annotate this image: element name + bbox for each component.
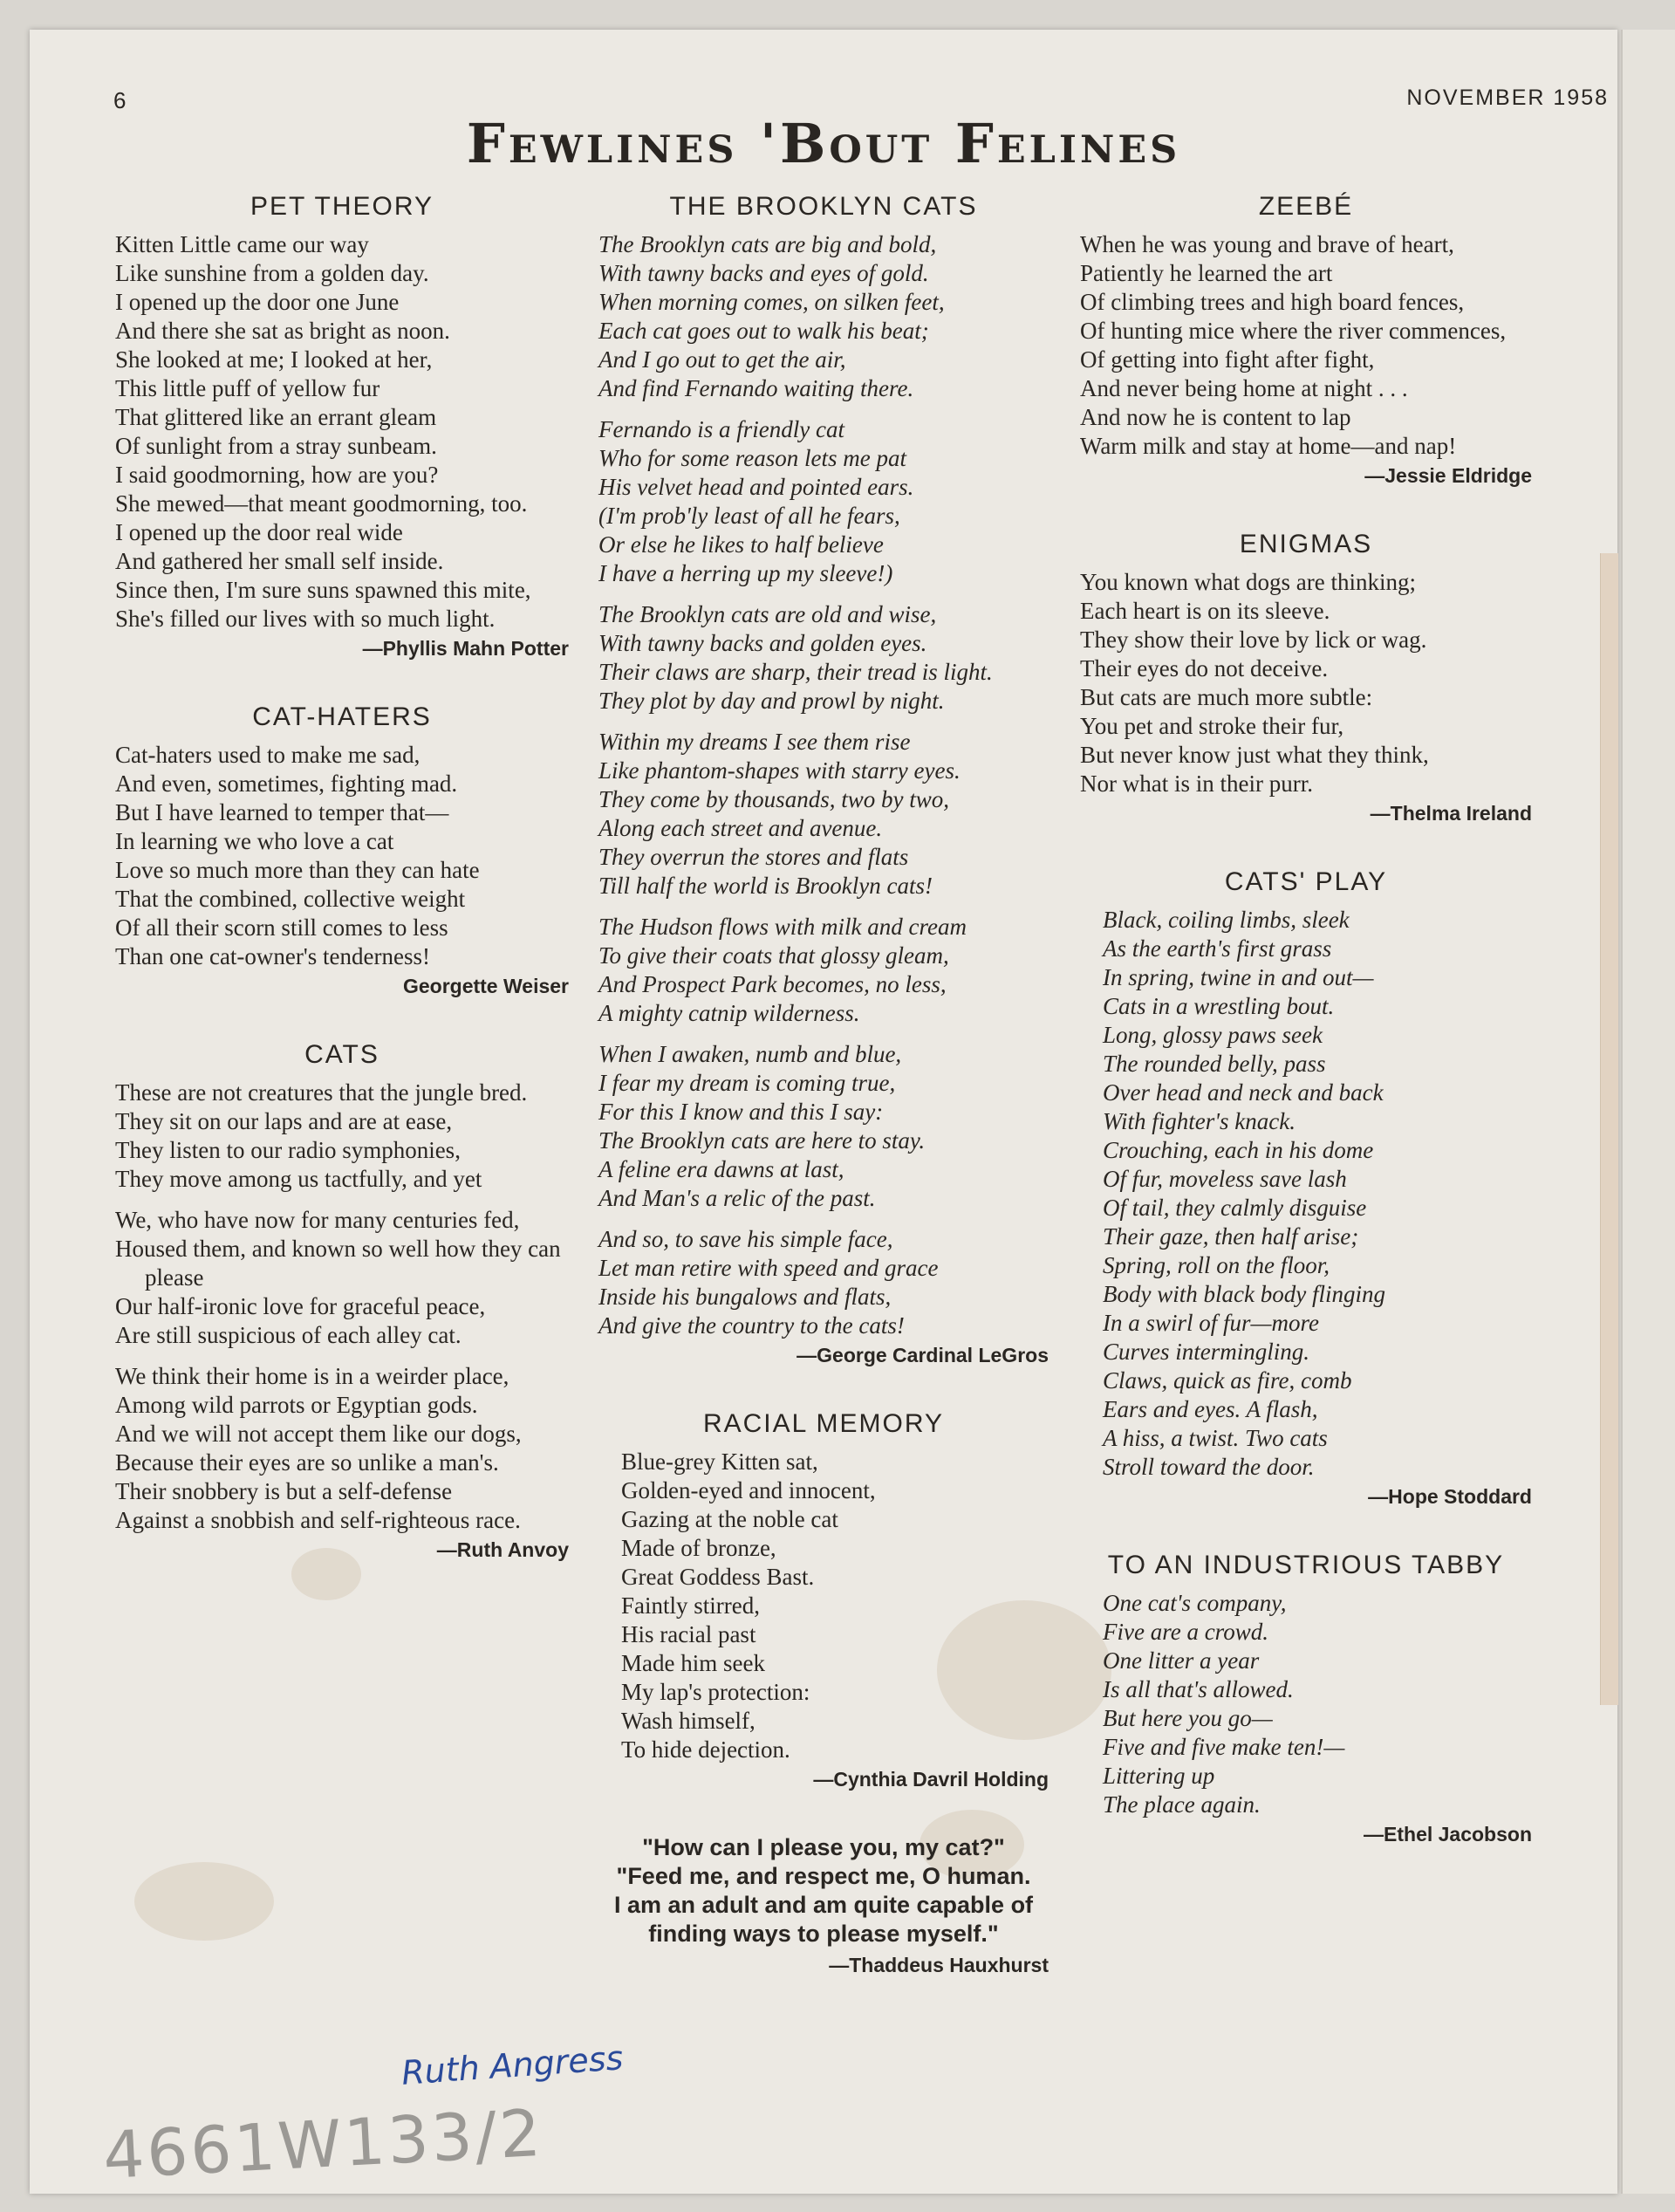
poem-body	[598, 1448, 1049, 1764]
stanza-break	[598, 901, 1049, 913]
poem-line: Like sunshine from a golden day.	[115, 260, 429, 286]
handwritten-signature: Ruth Angress	[400, 2038, 625, 2092]
poem-line: Our half-ironic love for graceful peace,	[115, 1293, 486, 1319]
water-damage	[134, 1862, 274, 1941]
poem-line: I fear my dream is coming true,	[598, 1070, 896, 1096]
poem-line: Of hunting mice where the river commences,	[1080, 318, 1507, 344]
poem-line: She's filled our lives with so much light.	[115, 606, 496, 632]
poem-line: Five and five make ten!—	[1103, 1734, 1345, 1760]
poem-line: finding ways to please myself."	[648, 1921, 999, 1947]
poem-line: Littering up	[1103, 1763, 1215, 1789]
poem-line: They come by thousands, two by two,	[598, 786, 949, 812]
column-center	[598, 192, 1049, 1978]
poem-line: Golden-eyed and innocent,	[621, 1477, 876, 1503]
poem-line: That glittered like an errant gleam	[115, 404, 437, 430]
poem-line: And Man's a relic of the past.	[598, 1185, 876, 1211]
poem-author: —Hope Stoddard	[1368, 1485, 1532, 1508]
poem-title: PET THEORY	[250, 192, 434, 221]
quote-author: —Thaddeus Hauxhurst	[829, 1954, 1049, 1976]
poem-cats	[115, 1040, 569, 1562]
stanza-break	[598, 716, 1049, 728]
poem-line: Love so much more than they can hate	[115, 857, 480, 883]
poem-line: Patiently he learned the art	[1080, 260, 1333, 286]
poem-line: I said goodmorning, how are you?	[115, 462, 439, 488]
issue-date: NOVEMBER 1958	[1406, 86, 1609, 110]
poem-line: Warm milk and stay at home—and nap!	[1080, 433, 1457, 459]
cat-quote	[598, 1833, 1049, 1978]
poem-body	[1080, 1589, 1532, 1819]
poem-line: But cats are much more subtle:	[1080, 684, 1373, 710]
poem-line: "Feed me, and respect me, O human.	[616, 1863, 1031, 1889]
poem-line: They move among us tactfully, and yet	[115, 1166, 482, 1192]
poem-line: Kitten Little came our way	[115, 231, 369, 257]
poem-brooklyn-cats	[598, 192, 1049, 1367]
poem-line: She looked at me; I looked at her,	[115, 346, 433, 373]
poem-line: This little puff of yellow fur	[115, 375, 380, 401]
poem-author: Georgette Weiser	[402, 975, 569, 997]
poem-line: You known what dogs are thinking;	[1080, 569, 1417, 595]
poem-line: Than one cat-owner's tenderness!	[115, 943, 430, 969]
poem-line: Their eyes do not deceive.	[1080, 655, 1329, 681]
column-right	[1080, 192, 1532, 1888]
poem-line: But never know just what they think,	[1080, 742, 1429, 768]
poem-line: Housed them, and known so well how they can please	[115, 1236, 561, 1291]
stanza-break	[598, 403, 1049, 415]
poem-line: The place again.	[1103, 1791, 1261, 1818]
poem-body	[115, 741, 569, 971]
poem-line: To hide dejection.	[621, 1736, 790, 1763]
poem-cat-haters	[115, 702, 569, 998]
poem-line: Of getting into fight after fight,	[1080, 346, 1375, 373]
poem-title: CATS	[304, 1040, 379, 1069]
quote-body	[598, 1833, 1049, 1948]
poem-line: Ears and eyes. A flash,	[1103, 1396, 1318, 1422]
poem-line: They sit on our laps and are at ease,	[115, 1108, 453, 1134]
poem-line: With fighter's knack.	[1103, 1108, 1296, 1134]
archive-number-stamp: 4661W133/2	[101, 2095, 545, 2195]
page-number: 6	[113, 87, 126, 113]
poem-zeebe	[1080, 192, 1532, 488]
poem-line: And now he is content to lap	[1080, 404, 1351, 430]
poem-line: But I have learned to temper that—	[115, 799, 449, 825]
poem-line: Body with black body flinging	[1103, 1281, 1385, 1307]
poem-line: Over head and neck and back	[1103, 1079, 1384, 1106]
poem-line: In spring, twine in and out—	[1103, 964, 1374, 990]
column-left	[115, 192, 569, 1604]
poem-line: With tawny backs and golden eyes.	[598, 630, 927, 656]
poem-title: ENIGMAS	[1239, 530, 1373, 558]
poem-line: But here you go—	[1103, 1705, 1273, 1731]
poem-line: Since then, I'm sure suns spawned this mite,	[115, 577, 531, 603]
poem-line: And never being home at night . . .	[1080, 375, 1408, 401]
poem-title: RACIAL MEMORY	[702, 1409, 945, 1438]
poem-line: The Brooklyn cats are old and wise,	[598, 601, 937, 627]
paper-stain	[1600, 553, 1618, 1705]
page-title: Fewlines 'Bout Felines	[466, 112, 1181, 175]
poem-line: The Brooklyn cats are big and bold,	[598, 231, 937, 257]
poem-line: Are still suspicious of each alley cat.	[115, 1322, 461, 1348]
poem-pet-theory	[115, 192, 569, 661]
poem-line: Each cat goes out to walk his beat;	[598, 318, 929, 344]
poem-line: Or else he likes to half believe	[598, 531, 884, 558]
poem-line: Of fur, moveless save lash	[1103, 1166, 1347, 1192]
poem-line: And give the country to the cats!	[598, 1312, 905, 1339]
poem-line: They overrun the stores and flats	[598, 844, 909, 870]
poem-enigmas	[1080, 530, 1532, 825]
poem-author: —Ethel Jacobson	[1364, 1823, 1532, 1846]
poem-line: The rounded belly, pass	[1103, 1051, 1326, 1077]
poem-line: Nor what is in their purr.	[1080, 770, 1313, 797]
poem-line: Of sunlight from a stray sunbeam.	[115, 433, 437, 459]
poem-title: CATS' PLAY	[1224, 867, 1388, 896]
stanza-break	[598, 1028, 1049, 1040]
poem-line: Inside his bungalows and flats,	[598, 1284, 892, 1310]
poem-line: That the combined, collective weight	[115, 886, 466, 912]
poem-line: As the earth's first grass	[1103, 935, 1332, 962]
poem-line: My lap's protection:	[621, 1679, 810, 1705]
poem-line: Made him seek	[621, 1650, 765, 1676]
poem-line: I opened up the door real wide	[115, 519, 403, 545]
poem-title: CAT-HATERS	[252, 702, 432, 731]
poem-author: —Cynthia Davril Holding	[813, 1768, 1049, 1791]
stanza-break	[115, 1194, 569, 1206]
poem-body	[1080, 568, 1532, 798]
poem-line: They listen to our radio symphonies,	[115, 1137, 461, 1163]
poem-line: Curves intermingling.	[1103, 1339, 1309, 1365]
poem-line: They show their love by lick or wag.	[1080, 627, 1427, 653]
poem-title: ZEEBÉ	[1258, 192, 1354, 221]
poem-line: Faintly stirred,	[621, 1592, 760, 1619]
poem-line: You pet and stroke their fur,	[1080, 713, 1344, 739]
poem-line: Each heart is on its sleeve.	[1080, 598, 1330, 624]
poem-line: Blue-grey Kitten sat,	[621, 1448, 818, 1475]
poem-line: I am an adult and am quite capable of	[613, 1892, 1034, 1918]
poem-author: —Phyllis Mahn Potter	[362, 637, 569, 660]
poem-line: And find Fernando waiting there.	[598, 375, 914, 401]
poem-line: Wash himself,	[621, 1708, 755, 1734]
poem-author: —Thelma Ireland	[1370, 802, 1532, 825]
poem-line: Crouching, each in his dome	[1103, 1137, 1374, 1163]
poem-line: Stroll toward the door.	[1103, 1454, 1315, 1480]
poem-line: They plot by day and prowl by night.	[598, 688, 945, 714]
poem-author: —George Cardinal LeGros	[796, 1344, 1049, 1366]
poem-line: I opened up the door one June	[115, 289, 400, 315]
poem-line: Like phantom-shapes with starry eyes.	[598, 757, 961, 784]
poem-line: To give their coats that glossy gleam,	[598, 942, 949, 969]
poem-line: We, who have now for many centuries fed,	[115, 1207, 520, 1233]
poem-line: And I go out to get the air,	[598, 346, 846, 373]
stanza-break	[115, 1350, 569, 1362]
poem-line: A mighty catnip wilderness.	[598, 1000, 860, 1026]
poem-line: And even, sometimes, fighting mad.	[115, 770, 458, 797]
poem-line: Is all that's allowed.	[1103, 1676, 1294, 1702]
poem-line: And so, to save his simple face,	[598, 1226, 893, 1252]
poem-line: Their gaze, then half arise;	[1103, 1223, 1359, 1250]
poem-line: Of tail, they calmly disguise	[1103, 1195, 1367, 1221]
poem-line: Against a snobbish and self-righteous race.	[115, 1507, 521, 1533]
poem-line: Who for some reason lets me pat	[598, 445, 906, 471]
poem-line: The Hudson flows with milk and cream	[598, 914, 967, 940]
poem-body	[1080, 906, 1532, 1482]
poem-line: Long, glossy paws seek	[1103, 1022, 1323, 1048]
poem-line: These are not creatures that the jungle bred.	[115, 1079, 528, 1106]
poem-line: Because their eyes are so unlike a man's.	[115, 1449, 499, 1476]
poem-line: Of climbing trees and high board fences,	[1080, 289, 1465, 315]
poem-line: She mewed—that meant goodmorning, too.	[115, 490, 528, 517]
poem-line: And gathered her small self inside.	[115, 548, 444, 574]
poem-body	[115, 1079, 569, 1535]
poem-cats-play	[1080, 867, 1532, 1509]
poem-line: In a swirl of fur—more	[1103, 1310, 1320, 1336]
poem-line: Five are a crowd.	[1103, 1619, 1268, 1645]
poem-body	[598, 230, 1049, 1340]
poem-body	[1080, 230, 1532, 461]
poem-line: Let man retire with speed and grace	[598, 1255, 939, 1281]
poem-body	[115, 230, 569, 633]
poem-line: And there she sat as bright as noon.	[115, 318, 450, 344]
poem-line: The Brooklyn cats are here to stay.	[598, 1127, 926, 1154]
poem-line: In learning we who love a cat	[115, 828, 394, 854]
poem-industrious-tabby	[1080, 1551, 1532, 1846]
poem-line: Great Goddess Bast.	[621, 1564, 815, 1590]
poem-line: Fernando is a friendly cat	[598, 416, 844, 442]
poem-racial-memory	[598, 1409, 1049, 1791]
stanza-break	[598, 1213, 1049, 1225]
poem-line: Their claws are sharp, their tread is light.	[598, 659, 993, 685]
poem-author: —Ruth Anvoy	[436, 1538, 569, 1561]
poem-line: When I awaken, numb and blue,	[598, 1041, 902, 1067]
adjacent-page-edge	[1621, 30, 1675, 2194]
poem-line: Of all their scorn still comes to less	[115, 914, 448, 941]
poem-line: When morning comes, on silken feet,	[598, 289, 945, 315]
poem-line: Their snobbery is but a self-defense	[115, 1478, 453, 1504]
poem-line: When he was young and brave of heart,	[1080, 231, 1454, 257]
poem-line: "How can I please you, my cat?"	[642, 1834, 1005, 1860]
poem-line: Made of bronze,	[621, 1535, 776, 1561]
poem-line: Among wild parrots or Egyptian gods.	[115, 1392, 478, 1418]
poem-line: A hiss, a twist. Two cats	[1103, 1425, 1328, 1451]
poem-line: One cat's company,	[1103, 1590, 1287, 1616]
poem-line: For this I know and this I say:	[598, 1099, 884, 1125]
poem-line: Claws, quick as fire, comb	[1103, 1367, 1352, 1394]
poem-line: His velvet head and pointed ears.	[598, 474, 914, 500]
poem-line: A feline era dawns at last,	[598, 1156, 844, 1182]
poem-line: Spring, roll on the floor,	[1103, 1252, 1330, 1278]
poem-line: And we will not accept them like our dogs,	[115, 1421, 522, 1447]
stanza-break	[598, 588, 1049, 600]
poem-line: Black, coiling limbs, sleek	[1103, 907, 1350, 933]
poem-line: Along each street and avenue.	[598, 815, 883, 841]
poem-line: With tawny backs and eyes of gold.	[598, 260, 929, 286]
poem-line: I have a herring up my sleeve!)	[598, 560, 893, 586]
poem-line: Cats in a wrestling bout.	[1103, 993, 1335, 1019]
poem-line: Cat-haters used to make me sad,	[115, 742, 420, 768]
poem-line: And Prospect Park becomes, no less,	[598, 971, 947, 997]
poem-line: His racial past	[621, 1621, 756, 1647]
poem-line: One litter a year	[1103, 1647, 1260, 1674]
poem-line: Gazing at the noble cat	[621, 1506, 838, 1532]
poem-line: We think their home is in a weirder place,	[115, 1363, 509, 1389]
poem-line: Till half the world is Brooklyn cats!	[598, 873, 933, 899]
poem-title: THE BROOKLYN CATS	[669, 192, 978, 221]
poem-title: TO AN INDUSTRIOUS TABBY	[1107, 1551, 1505, 1579]
poem-line: Within my dreams I see them rise	[598, 729, 911, 755]
poem-line: (I'm prob'ly least of all he fears,	[598, 503, 900, 529]
poem-author: —Jessie Eldridge	[1364, 464, 1532, 487]
